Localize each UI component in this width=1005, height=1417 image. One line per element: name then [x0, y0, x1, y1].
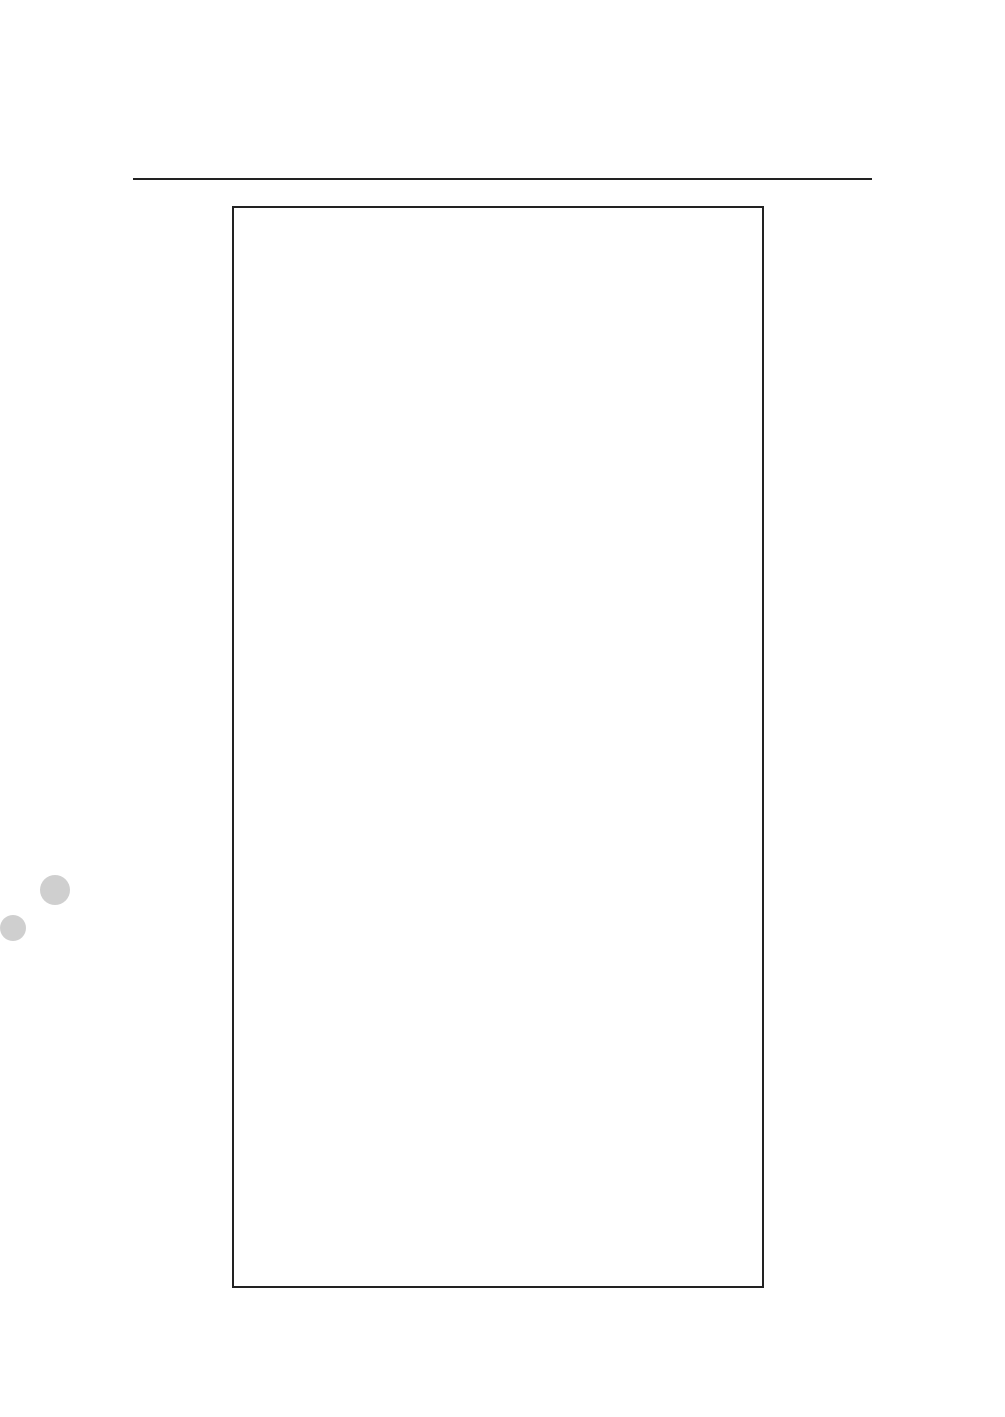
header-rule — [133, 178, 872, 180]
watermark-dot — [0, 915, 26, 941]
page-header — [133, 118, 871, 164]
watermark-dot — [40, 875, 70, 905]
beneficiaries-table — [232, 206, 764, 1288]
